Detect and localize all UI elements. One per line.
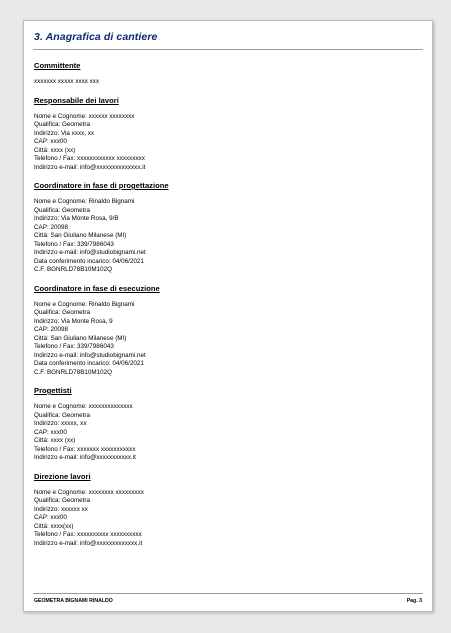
- title-divider: [33, 49, 423, 50]
- detail-line: Indirizzo: xxxxx, xx: [34, 420, 87, 427]
- section-coordinatore-progettazione: [34, 181, 422, 275]
- page-content: [34, 61, 422, 557]
- detail-line: CAP: xxx00: [34, 138, 67, 145]
- detail-line: Data conferimento incarico: 04/06/2021: [34, 257, 144, 265]
- detail-line: Indirizzo e-mail: info@xxxxxxxxxxxxx.it: [34, 539, 143, 547]
- detail-line: Indirizzo e-mail: info@xxxxxxxxxxxxxx.it: [34, 163, 146, 171]
- section-progettisti: [34, 386, 422, 463]
- detail-line: Indirizzo: Via Monte Rosa, 9/B: [34, 215, 119, 222]
- detail-line: Telefono / Fax: 339/7986043: [34, 343, 114, 350]
- section-heading: Responsabile dei lavori: [34, 95, 119, 105]
- detail-line: Qualifica: Geometra: [34, 121, 90, 128]
- section-direzione-lavori: [34, 472, 422, 549]
- detail-line: Indirizzo: Via Monte Rosa, 9: [34, 317, 113, 325]
- section-heading: Coordinatore in fase di progettazione: [34, 181, 169, 190]
- detail-line: Nome e Cognome: xxxxxxxxxxxxxx: [34, 403, 133, 410]
- detail-line: C.F. BGNRLD78B10M102Q: [34, 266, 113, 273]
- section-heading: Committente: [34, 61, 81, 70]
- detail-line: Telefono / Fax: xxxxxxx xxxxxxxxxxx: [34, 445, 136, 453]
- section-heading: Coordinatore in fase di esecuzione: [34, 283, 160, 293]
- detail-line: Data conferimento incarico: 04/06/2021: [34, 360, 144, 367]
- section-heading: Direzione lavori: [34, 471, 91, 481]
- section-heading: Progettisti: [34, 386, 72, 395]
- detail-line: Qualifica: Geometra: [34, 497, 90, 504]
- detail-line: Indirizzo: Via xxxx, xx: [34, 129, 95, 137]
- detail-line: Telefono / Fax: xxxxxxxxxx xxxxxxxxxx: [34, 531, 142, 538]
- detail-line: Telefono / Fax: 339/7986043: [34, 240, 114, 248]
- section-lines: [34, 301, 422, 378]
- section-lines: [34, 403, 422, 463]
- page-number: Pag. 3: [406, 598, 422, 604]
- section-lines: [34, 78, 422, 87]
- detail-line: Indirizzo: xxxxxx xx: [34, 505, 88, 513]
- footer-divider: [33, 593, 423, 594]
- detail-line: Qualifica: Geometra: [34, 411, 90, 419]
- detail-line: Città: San Giuliano Milanese (MI): [34, 334, 127, 342]
- detail-line: Nome e Cognome: xxxxxxxx xxxxxxxxx: [34, 488, 144, 496]
- detail-line: CAP: xxx00: [34, 514, 67, 521]
- detail-line: Qualifica: Geometra: [34, 309, 90, 316]
- detail-line: CAP: xxx00: [34, 428, 67, 436]
- detail-line: Indirizzo e-mail: info@studiobignami.net: [34, 351, 146, 359]
- detail-line: C.F. BGNRLD78B10M102Q: [34, 368, 113, 376]
- detail-line: xxxxxxx xxxxx xxxx xxx: [34, 78, 100, 85]
- section-lines: [34, 198, 422, 275]
- detail-line: Indirizzo e-mail: info@studiobignami.net: [34, 249, 146, 256]
- detail-line: CAP: 20098: [34, 326, 68, 333]
- detail-line: Città: xxxx(xx): [34, 522, 74, 530]
- detail-line: Qualifica: Geometra: [34, 206, 90, 214]
- detail-line: Nome e Cognome: xxxxxx xxxxxxxx: [34, 112, 135, 120]
- detail-line: CAP: 20098: [34, 223, 68, 231]
- detail-line: Città: xxxx (xx): [34, 437, 76, 444]
- detail-line: Città: xxxx (xx): [34, 146, 76, 154]
- section-coordinatore-esecuzione: [34, 284, 422, 378]
- section-responsabile-lavori: [34, 96, 422, 173]
- detail-line: Città: San Giuliano Milanese (MI): [34, 232, 127, 239]
- page-title: 3. Anagrafica di cantiere: [34, 31, 158, 43]
- detail-line: Nome e Cognome: Rinaldo Bignami: [34, 300, 135, 308]
- section-committente: [34, 61, 422, 87]
- section-lines: [34, 489, 422, 549]
- detail-line: Telefono / Fax: xxxxxxxxxxxx xxxxxxxxx: [34, 155, 145, 162]
- footer-author: GEOMETRA BIGNAMI RINALDO: [34, 598, 113, 604]
- document-page: [23, 20, 433, 612]
- section-lines: [34, 113, 422, 173]
- detail-line: Nome e Cognome: Rinaldo Bignami: [34, 198, 135, 205]
- detail-line: Indirizzo e-mail: info@xxxxxxxxxxx.it: [34, 454, 136, 461]
